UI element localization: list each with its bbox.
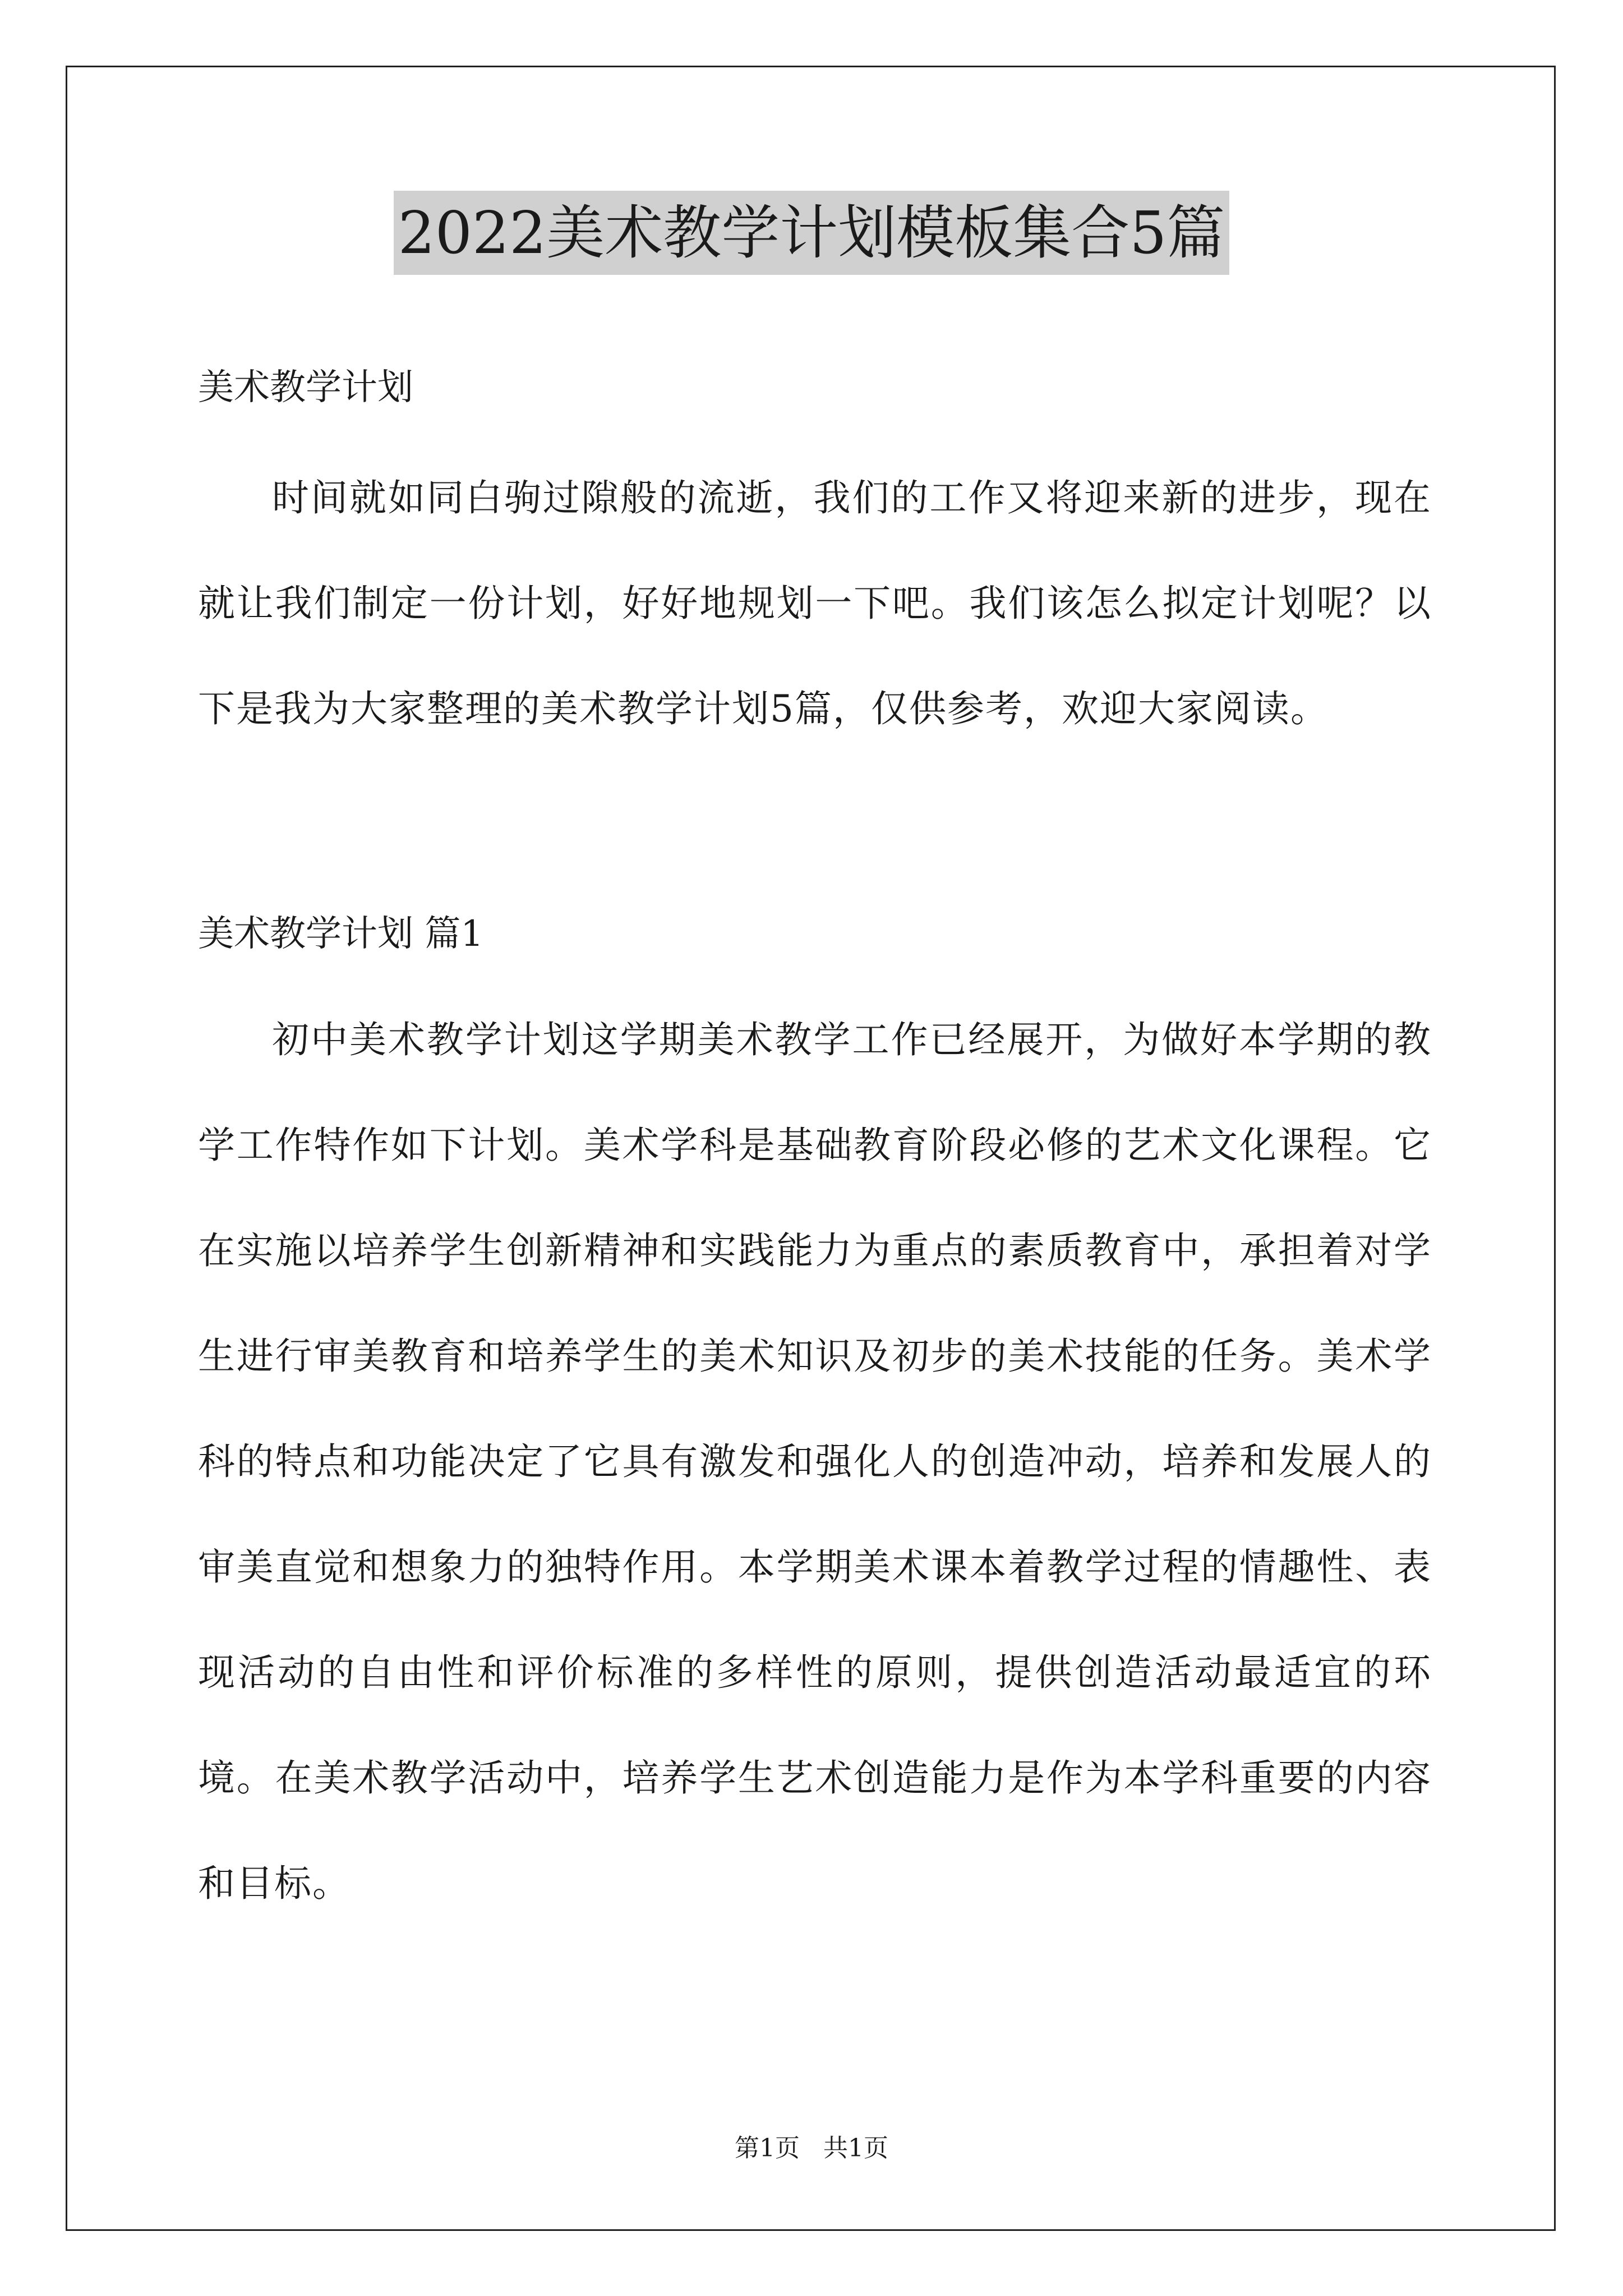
document-title: 2022美术教学计划模板集合5篇	[394, 191, 1230, 275]
intro-paragraph: 时间就如同白驹过隙般的流逝，我们的工作又将迎来新的进步，现在就让我们制定一份计划，好好地规划一下吧。我们该怎么拟定计划呢？以下是我为大家整理的美术教学计划5篇，仅供参考，欢迎大家阅读。	[198, 476, 1432, 730]
article-heading: 美术教学计划 篇1	[198, 913, 484, 955]
section-heading: 美术教学计划	[198, 367, 413, 408]
page-footer: 第1页 共1页	[735, 2134, 888, 2162]
document-body	[198, 314, 1432, 1936]
title-container	[0, 191, 1623, 275]
article-paragraph: 初中美术教学计划这学期美术教学工作已经展开，为做好本学期的教学工作特作如下计划。美术学科是基础教育阶段必修的艺术文化课程。它在实施以培养学生创新精神和实践能力为重点的素质教育中，承担着对学生进行审美教育和培养学生的美术知识及初步的美术技能的任务。美术学科的特点和功能决定了它具有激发和强化人的创造冲动，培养和发展人的审美直觉和想象力的独特作用。本学期美术课本着教学过程的情趣性、表现活动的自由性和评价标准的多样性的原则，提供创造活动最适宜的环境。在美术教学活动中，培养学生艺术创造能力是作为本学科重要的内容和目标。	[198, 1018, 1432, 1905]
